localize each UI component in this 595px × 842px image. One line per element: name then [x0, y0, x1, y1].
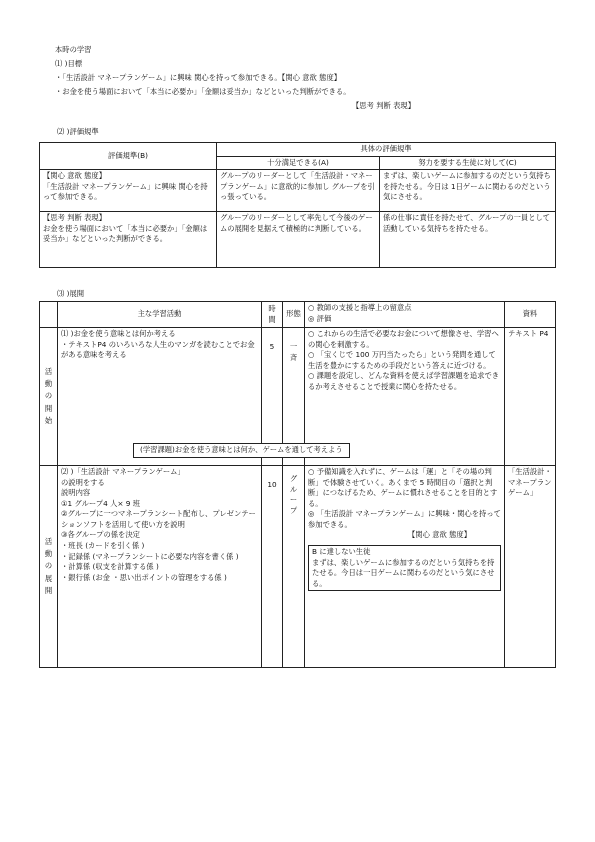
- development-table: [39, 301, 556, 668]
- develop-support-1: ○ 予備知識を入れずに、ゲームは「運」と「その場の判断」で体験させていく。あくまで 5 時間目の「選択と判断」につなげるため、ゲームに慣れさせることを目的とする。: [308, 467, 498, 508]
- develop-support-2: ◎ 「生活設計 マネープランゲーム」に興味・関心を持って参加できる。: [308, 509, 501, 529]
- header-support-line-2: ◎ 評価: [308, 313, 332, 323]
- develop-support-2-tag: 【関心 意欲 態度】: [407, 530, 471, 540]
- start-form-text: 一斉: [289, 342, 298, 362]
- phase-start: 活動の開始: [40, 328, 58, 466]
- criteria-cell: 【思考 判断 表現】 お金を使う場面において「本当に必要か」「金額は妥当か」などといった判断ができる。: [40, 212, 217, 268]
- start-support-2: ○ 「宝くじで 100 万円当たったら」という発問を通して生活を豊かにするための手段だという答えに近づける。: [308, 350, 496, 370]
- goal-1: ・「生活設計 マネープランゲーム」に興味 関心を持って参加できる。【関心 意欲 態度】: [55, 73, 342, 82]
- header-support: 努力を要する生徒に対して(C): [380, 156, 556, 170]
- header-form: 形態: [283, 302, 305, 328]
- phase-develop: 活動の展開: [40, 466, 58, 668]
- evaluation-heading: ⑵ )評価規準: [57, 127, 99, 136]
- header-support: [305, 302, 505, 328]
- satisfied-cell: グループのリーダーとして率先して今後のゲームの展開を見据えて積極的に判断している。: [217, 212, 380, 268]
- c-box: [308, 545, 501, 591]
- support-cell: まずは、楽しいゲームに参加するのだという気持ちを持たせる。今日は 1日ゲームに関わるのだという気にさせる。: [380, 170, 556, 212]
- support-cell: 係の仕事に責任を持たせて、グループの一員として活動している気持ちを持たせる。: [380, 212, 556, 268]
- start-activity: ⑴ )お金を使う意味とは何か考える ・テキストP4 のいろいろな人生のマンガを読むことでお金がある意味を考える: [58, 328, 262, 466]
- satisfied-cell: グループのリーダーとして「生活設計・マネープランゲーム」に意欲的に参加し グループを引っ張っている。: [217, 170, 380, 212]
- header-time: 時間: [262, 302, 283, 328]
- criteria-cell: 【関心 意欲 態度】 「生活設計 マネープランゲーム」に興味 関心を持って参加できる。: [40, 170, 217, 212]
- header-activity: 主な学習活動: [58, 302, 262, 328]
- lesson-title: 本時の学習: [55, 45, 92, 54]
- c-box-text: まずは、楽しいゲームに参加するのだという気持ちを持たせる。今日は一日ゲームに関わるのだという気にさせる。: [312, 557, 495, 588]
- c-box-heading: B に達しない生徒: [312, 547, 371, 557]
- develop-support: [305, 466, 505, 668]
- develop-material: 「生活設計・マネープランゲーム」: [505, 466, 556, 668]
- start-time: 5: [262, 328, 283, 466]
- development-heading: ⑶ )展開: [57, 289, 85, 298]
- header-phase: [40, 302, 58, 328]
- header-criteria: 評価規準(B): [40, 143, 217, 170]
- start-support-3: ○ 課題を設定し、どんな資料を使えば学習課題を追求できるか考えさせることで授業に関心を持たせる。: [308, 371, 500, 391]
- develop-form: [283, 466, 305, 668]
- header-support-line-1: ○ 教師の支援と指導上の留意点: [308, 303, 412, 312]
- start-support-1: ○ これからの生活で必要なお金について想像させ、学習への関心を刺激する。: [308, 329, 499, 349]
- header-material: 資料: [505, 302, 556, 328]
- start-material: テキスト P4: [505, 328, 556, 466]
- develop-form-text: グループ: [289, 474, 298, 515]
- evaluation-table: [39, 142, 556, 268]
- goal-heading: ⑴ )目標: [55, 59, 83, 68]
- goal-2: ・お金を使う場面において「本当に必要か」「金額は妥当か」などといった判断ができる。: [55, 87, 351, 96]
- goal-2-tag: 【思考 判断 表現】: [352, 101, 416, 110]
- develop-activity: ⑵ )「生活設計 マネープランゲーム」 の説明をする 説明内容 ①1 グループ4 人× 9 班 ②グループに一つマネープランシート配布し、プレゼンテーションソフトを活用して使い方を説明 ③各グループの係を決定 ・班長 (カードを引く係 ) ・記録係 (マネープランシートに必要な内容を書く係 ) ・計算係 (収支を計算する係 ) ・銀行係 (お金 ・思い出ポイントの管理をする係 ): [58, 466, 262, 668]
- header-satisfied: 十分満足できる(A): [217, 156, 380, 170]
- learning-task-box: (学習課題)お金を使う意味とは何か、ゲームを通して考えよう: [133, 443, 350, 458]
- header-specific: 具体の評価規準: [217, 143, 556, 157]
- develop-time: 10: [262, 466, 283, 668]
